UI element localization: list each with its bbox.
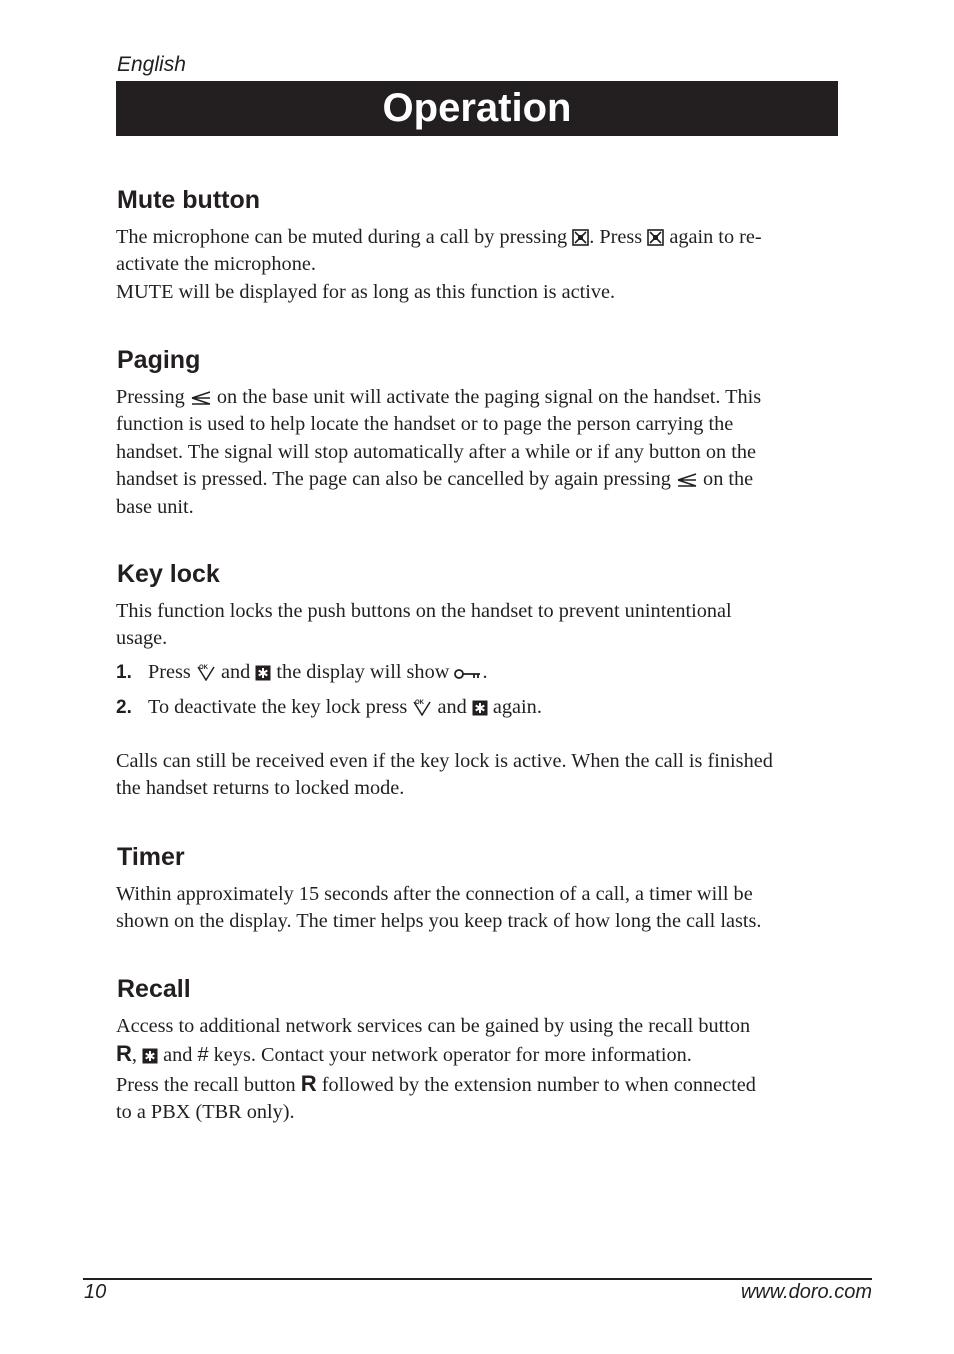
heading-mute-button: Mute button (117, 186, 261, 214)
keylock-step-2 (116, 694, 838, 721)
website-url: www.doro.com (740, 1281, 872, 1303)
recall-key-icon: R (300, 1070, 317, 1096)
paging-paragraph (116, 384, 838, 521)
recall-paragraph (116, 1013, 838, 1127)
heading-key-lock: Key lock (117, 560, 220, 588)
hash-key-icon: # (197, 1044, 209, 1067)
star-key-icon (472, 700, 488, 716)
paging-text-g: base unit. (116, 495, 194, 518)
svg-text:OK: OK (415, 700, 425, 706)
step1-text-b: and (215, 661, 256, 683)
step2-text-a: To deactivate the key lock press (148, 696, 413, 718)
star-key-icon (142, 1048, 158, 1064)
footer-divider (83, 1278, 872, 1280)
mute-text-c: again to re- (664, 226, 762, 248)
step2-text-b: and (432, 696, 472, 718)
timer-text-a: Within approximately 15 seconds after the connection of a call, a timer will be (116, 883, 753, 905)
recall-text-e: followed by the extension number to when connected (316, 1073, 756, 1096)
recall-comma: , (131, 1044, 143, 1067)
paging-text-f: on the (697, 468, 754, 491)
paging-text-c: function is used to help locate the handset or to page the person carrying the (116, 413, 734, 436)
mute-text-d: activate the microphone. (116, 253, 316, 276)
mute-text-e: MUTE will be displayed for as long as this function is active. (116, 280, 616, 303)
step1-text-c: the display will show (271, 661, 455, 683)
recall-key-icon: R (116, 1041, 132, 1067)
ok-key-icon (196, 663, 216, 681)
keylock-intro (116, 598, 838, 653)
paging-text-b: on the base unit will activate the paging signal on the handset. This (211, 386, 762, 408)
keylock-note-a: Calls can still be received even if the key lock is active. When the call is finished (116, 750, 773, 772)
timer-text-b: shown on the display. The timer helps you keep track of how long the call lasts. (116, 910, 762, 933)
timer-paragraph (116, 881, 838, 936)
step1-text-a: Press (148, 661, 196, 683)
page-number: 10 (84, 1281, 107, 1303)
star-key-icon (255, 665, 271, 681)
language-label: English (117, 53, 186, 76)
step1-text-d: . (482, 661, 488, 683)
keylock-intro-a: This function locks the push buttons on the handset to prevent unintentional (116, 600, 732, 622)
step2-text-c: again. (487, 696, 542, 718)
recall-text-a: Access to additional network services can be gained by using the recall button (116, 1015, 751, 1037)
mute-icon (572, 229, 589, 246)
page-title: Operation (116, 81, 838, 136)
recall-text-c: keys. Contact your network operator for more information. (208, 1044, 692, 1067)
step-number: 2. (116, 697, 132, 718)
paging-text-e: handset is pressed. The page can also be cancelled by again pressing (116, 468, 676, 491)
paging-icon (676, 472, 698, 488)
recall-text-d: Press the recall button (116, 1073, 301, 1096)
keylock-note-b: the handset returns to locked mode. (116, 777, 405, 800)
recall-text-b: and (158, 1044, 198, 1067)
heading-recall: Recall (117, 975, 191, 1003)
heading-timer: Timer (117, 843, 185, 871)
mute-text-a: The microphone can be muted during a call by pressing (116, 226, 573, 248)
heading-paging: Paging (117, 346, 201, 374)
mute-text-b: . Press (589, 226, 648, 248)
key-lock-icon (454, 667, 482, 681)
step-number: 1. (116, 662, 132, 683)
svg-text:OK: OK (198, 665, 208, 671)
ok-key-icon (412, 698, 432, 716)
mute-paragraph (116, 224, 838, 306)
keylock-intro-b: usage. (116, 627, 168, 650)
paging-text-d: handset. The signal will stop automatically after a while or if any button on the (116, 440, 757, 463)
keylock-note (116, 748, 838, 803)
paging-text-a: Pressing (116, 386, 190, 408)
mute-icon (647, 229, 664, 246)
paging-icon (190, 390, 212, 406)
keylock-step-1 (116, 659, 838, 686)
recall-text-f: to a PBX (TBR only). (116, 1101, 295, 1124)
